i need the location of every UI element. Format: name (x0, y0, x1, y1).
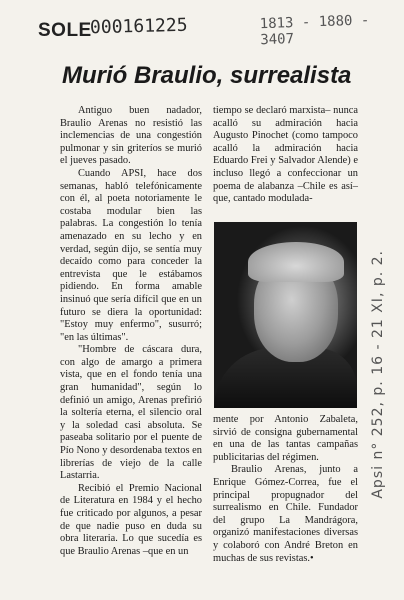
handwritten-margin-note: Apsi n° 252, p. 16 - 21 XI, p. 2. (370, 250, 386, 499)
paragraph: Antiguo buen nadador, Braulio Arenas no resistió las inclemencias de una congestión pulmonar y sin griteríos se murió el jueves pasado. (60, 105, 202, 167)
photo-hair (248, 242, 344, 282)
article-title: Murió Braulio, surrealista (62, 62, 352, 89)
paragraph: mente por Antonio Zabaleta, sirvió de consigna gubernamental en una de las tantas campañas publicitarias del régimen. (213, 414, 358, 463)
article-column-left (60, 105, 202, 558)
publication-label: SOLE (38, 20, 92, 41)
clipping-header (38, 14, 388, 48)
paragraph: Recibió el Premio Nacional de Literatura en 1984 y el hecho fue criticado por algunos, a pesar de que nadie puso en duda su obra literaria. Lo que sucedía es que Braulio Arenas –que en un (60, 482, 202, 557)
paragraph: tiempo se declaró marxista– nunca acalló su admiración hacia Augusto Pinochet (como tampoco acalló la admiración hacia Eduardo Frei y Salvador Alende) e incluso llegó a confeccionar un poema de alabanza –Chile es así– que, cantado modulada- (213, 105, 358, 205)
article-column-right-top (213, 105, 358, 206)
paragraph: Cuando APSI, hace dos semanas, habló telefónicamente con él, al poeta notoriamente le costaba modular bien las palabras. La congestión lo tenía amenazado en su lecho y en verdad, según dijo, se sentía muy decaído como para conceder la entrevista que le estábamos pidiendo. En forma amable insinuó que sería difícil que en un futuro se diera la oportunidad: "Estoy muy enfermo", susurró; "en las últimas". (60, 167, 202, 343)
paragraph: "Hombre de cáscara dura, con algo de amargo a primera vista, que en el fondo tenía una gran humanidad", según lo definió un amigo, Arenas prefirió la soltería eterna, el silencio oral y la soledad casi absoluta. Se paseaba solitario por el puente de Pío Nono y desordenaba textos en librerías de viejo de la calle Lastarria. (60, 344, 202, 482)
portrait-photo (214, 222, 357, 408)
article-column-right-bottom (213, 414, 358, 565)
catalog-code: 000161225 (89, 14, 188, 39)
paragraph: Braulio Arenas, junto a Enrique Gómez-Correa, fue el principal propugnador del surrealismo en Chile. Fundador del grupo La Mandrágora, organizó manifestaciones diversas y colaboró con André Breton en muchas de sus revistas.• (213, 464, 358, 564)
handwritten-date: 1813 - 1880 - 3407 (259, 12, 370, 49)
